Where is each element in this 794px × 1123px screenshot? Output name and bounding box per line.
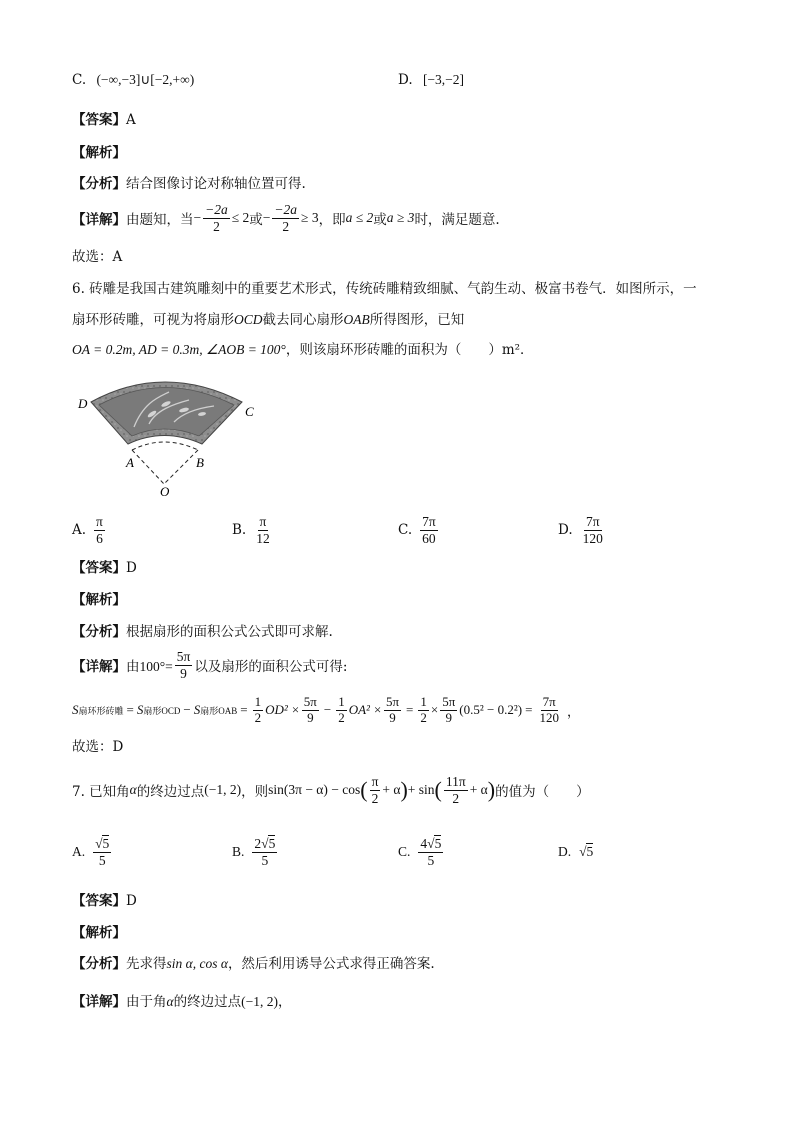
q6-stem-line1: 6. 砖雕是我国古建筑雕刻中的重要艺术形式，传统砖雕精致细腻、气韵生动、极富书卷气．如图所示，一 — [72, 281, 697, 297]
q6-analysis-tag: 【解析】 — [72, 592, 126, 608]
q7-analysis-tag: 【解析】 — [72, 925, 126, 941]
q5-xiangjie: 【详解】 由题知，当 − $\frac{-2a}{2}$ ≤ 2 或 − $\frac{-2a}{2}$ ≥ 3 ，即 a ≤ 2 或 a ≥ 3 时，满足题意. — [72, 201, 500, 234]
option-d: D. [−3,−2] — [398, 72, 465, 88]
label-d: D — [78, 396, 88, 411]
q7-option-c: C. $\frac{4√5}{5}$ — [398, 835, 442, 868]
segment-bo — [164, 450, 198, 484]
q6-option-c: C. $\frac{7\pi}{60}$ — [398, 513, 436, 546]
q6-option-a: A. $\frac{\pi}{6}$ — [72, 513, 103, 546]
q6-option-d: D. $\frac{7\pi}{120}$ — [558, 513, 603, 546]
label-c: C — [245, 404, 254, 419]
q5-analysis-tag: 【解析】 — [72, 145, 126, 161]
q7-option-b: B. $\frac{2√5}{5}$ — [232, 835, 276, 868]
q6-conclusion: 故选：D — [72, 739, 124, 755]
brick-carving-figure — [74, 372, 264, 502]
label-o: O — [160, 484, 170, 499]
fraction: $\frac{-2a}{2}$ — [274, 201, 298, 234]
q7-stem: 7. 已知角 α 的终边过点 (−1, 2) ，则 sin(3π − α) − cos ( $\frac{\pi}{2}$ + α ) + sin ( $\frac{11\pi}{2}$ + α ) 的值为（ ） — [72, 773, 590, 806]
q5-fenxi: 【分析】结合图像讨论对称轴位置可得. — [72, 176, 306, 192]
label-b: B — [196, 455, 204, 470]
q6-answer: 【答案】D — [72, 560, 137, 576]
label-a: A — [126, 455, 134, 470]
q7-xiangjie: 【详解】由于角α的终边过点(−1, 2)， — [72, 994, 292, 1010]
q6-xiangjie: 【详解】 由100°= $\frac{5\pi}{9}$ 以及扇形的面积公式可得: — [72, 648, 348, 681]
q7-answer: 【答案】D — [72, 893, 137, 909]
q6-formula: S 扇环形砖雕 = S 扇形OCD − S 扇形OAB = $\frac{1}{2}$ OD² × $\frac{5\pi}{9}$ − $\frac{1}{2}$ OA² × $\frac{5\pi}{9}$ = $\frac{1}{2}$ × $\frac{5\pi}{9}$ (0.5² − 0.2²) = $\frac{7\pi}{120}$ ， — [72, 693, 580, 725]
q6-given: OA = 0.2m, AD = 0.3m, ∠AOB = 100°，则该扇环形砖雕的面积为（ ）m²． — [72, 342, 534, 358]
q5-answer: 【答案】A — [72, 112, 136, 128]
q5-conclusion: 故选：A — [72, 249, 123, 265]
option-d-text: [−3,−2] — [422, 72, 465, 87]
fraction: $\frac{-2a}{2}$ — [205, 201, 228, 234]
q7-option-a: A. $\frac{√5}{5}$ — [72, 835, 110, 868]
arc-ab — [132, 442, 198, 450]
q7-option-d: D. √5 — [558, 844, 594, 859]
option-c: C. (−∞,−3]∪[−2,+∞) — [72, 72, 195, 88]
q7-fenxi: 【分析】先求得sin α, cos α，然后利用诱导公式求得正确答案. — [72, 956, 435, 972]
q6-fenxi: 【分析】根据扇形的面积公式公式即可求解. — [72, 624, 333, 640]
option-c-text: (−∞,−3]∪[−2,+∞) — [96, 72, 195, 87]
q6-option-b: B. $\frac{\pi}{12}$ — [232, 513, 270, 546]
segment-ao — [132, 450, 164, 484]
q6-stem-line2: 扇环形砖雕，可视为将扇形OCD截去同心扇形OAB所得图形，已知 — [72, 312, 465, 328]
